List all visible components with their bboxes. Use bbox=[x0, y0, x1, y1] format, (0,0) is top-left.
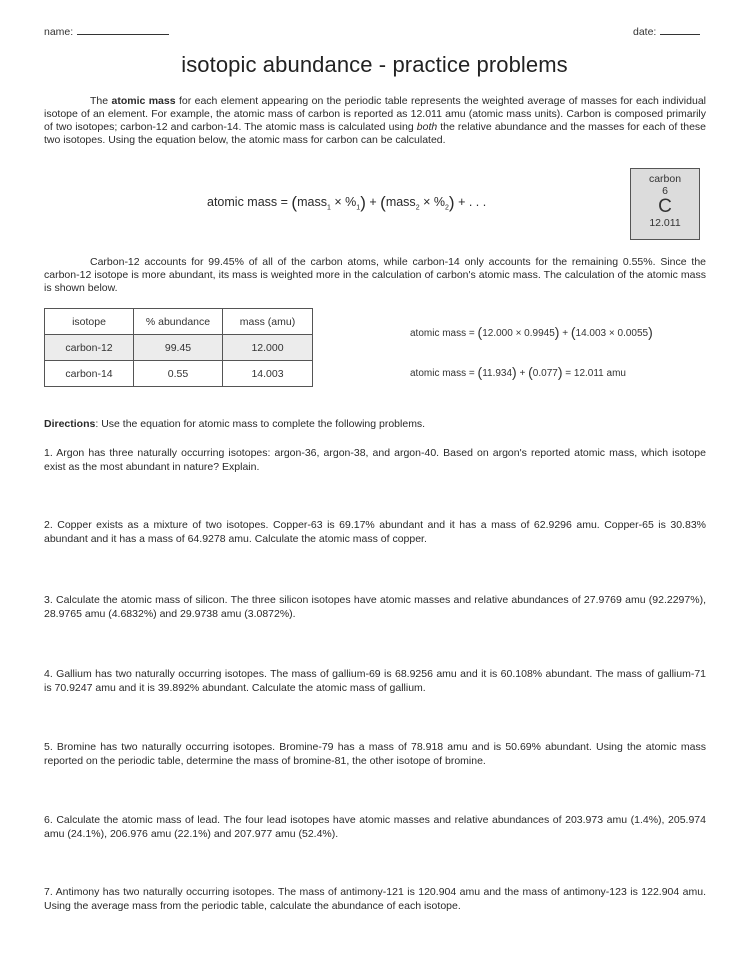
table-header-row: isotope % abundance mass (amu) bbox=[45, 309, 313, 335]
directions-label: Directions bbox=[44, 418, 96, 430]
element-name: carbon bbox=[648, 173, 682, 185]
table-row: carbon-12 99.45 12.000 bbox=[45, 335, 313, 361]
name-label: name: bbox=[44, 26, 74, 38]
directions: Directions: Use the equation for atomic mass to complete the following problems. bbox=[44, 418, 426, 430]
problem-4: 4. Gallium has two naturally occurring isotopes. The mass of gallium-69 is 68.9256 amu and it is 60.108% abundant. The mass of gallium-71 is 70.9247 amu and it is 39.892% abundant. Calculate the atomic mass of gallium. bbox=[44, 668, 706, 694]
problem-6: 6. Calculate the atomic mass of lead. The four lead isotopes have atomic masses and relative abundances of 203.973 amu (1.4%), 205.974 amu (24.1%), 206.976 amu (22.1%) and 207.977 amu (52.4%). bbox=[44, 814, 706, 840]
element-mass: 12.011 bbox=[649, 217, 681, 229]
carbon-paragraph: Carbon-12 accounts for 99.45% of all of the carbon atoms, while carbon-14 only accounts for the remaining 0.55%. Since the carbon-12 isotope is more abundant, its mass is weighted more in the calculation of carbon's atomic mass. The calculation of the atomic mass is shown below. bbox=[44, 256, 706, 294]
element-symbol: C bbox=[658, 196, 672, 217]
problem-3: 3. Calculate the atomic mass of silicon. The three silicon isotopes have atomic masses and relative abundances of 27.9769 amu (92.2297%), 28.9765 amu (4.6832%) and 29.9738 amu (3.0872%). bbox=[44, 594, 706, 620]
table-row: carbon-14 0.55 14.003 bbox=[45, 361, 313, 387]
element-number: 6 bbox=[662, 185, 668, 197]
problem-7: 7. Antimony has two naturally occurring isotopes. The mass of antimony-121 is 120.904 amu and the mass of antimony-123 is 122.904 amu. Using the average mass from the periodic table, calculate the abundance of each isotope. bbox=[44, 886, 706, 912]
problem-1: 1. Argon has three naturally occurring isotopes: argon-36, argon-38, and argon-40. Based on argon's reported atomic mass, which isotope exist as the most abundant in nature? Explain. bbox=[44, 447, 706, 473]
isotope-table bbox=[44, 308, 313, 387]
date-blank-line bbox=[660, 24, 700, 35]
name-field bbox=[44, 24, 169, 38]
atomic-mass-term: atomic mass bbox=[111, 95, 176, 107]
page-title: isotopic abundance - practice problems bbox=[181, 52, 568, 77]
date-field bbox=[633, 24, 700, 38]
calculation-line-1: atomic mass = (12.000 × 0.9945) + (14.003 × 0.0055) bbox=[410, 324, 653, 340]
both-emphasis: both bbox=[416, 121, 438, 133]
carbon-element-card bbox=[630, 168, 700, 240]
name-blank-line bbox=[77, 24, 169, 35]
date-label: date: bbox=[633, 26, 657, 38]
problem-5: 5. Bromine has two naturally occurring isotopes. Bromine-79 has a mass of 78.918 amu and is 50.69% abundant. Using the atomic mass reported on the periodic table, determine the mass of bromine-81, the other isotope of bromine. bbox=[44, 741, 706, 767]
atomic-mass-equation: atomic mass = (mass$_1$ × $\%_1$) + (mass$_2$ × $\%_2$) + . . . bbox=[207, 193, 487, 212]
problem-2: 2. Copper exists as a mixture of two isotopes. Copper-63 is 69.17% abundant and it has a mass of 62.9296 amu. Copper-65 is 30.83% abundant and it has a mass of 64.9278 amu. Calculate the atomic mass of copper. bbox=[44, 519, 706, 545]
calculation-line-2: atomic mass = (11.934) + (0.077) = 12.011 amu bbox=[410, 364, 626, 380]
intro-paragraph: The atomic mass for each element appearing on the periodic table represents the weighted average of masses for each individual isotope of an element. For example, the atomic mass of carbon is reported as 12.011 amu (atomic mass units). Carbon is composed primarily of two isotopes; carbon-12 and carbon-14. The atomic mass is calculated using both the relative abundance and the masses for each of these two isotopes. Using the equation below, the atomic mass for carbon can be calculated. bbox=[44, 95, 706, 146]
